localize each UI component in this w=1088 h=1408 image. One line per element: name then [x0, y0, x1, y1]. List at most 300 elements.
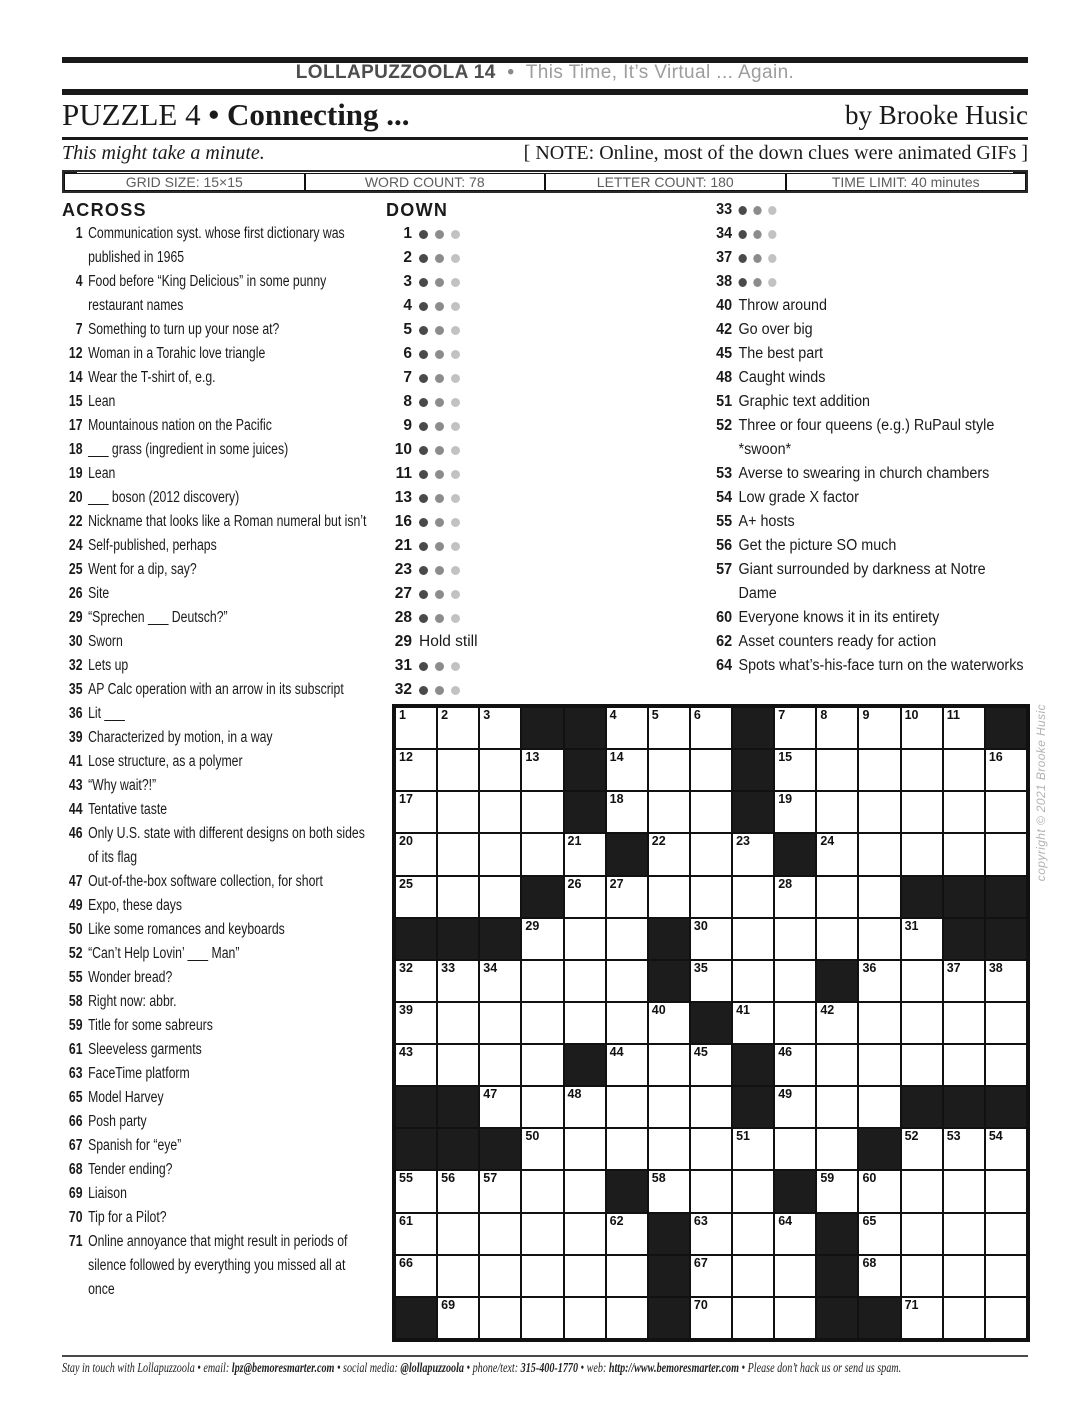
puzzle-title — [62, 97, 410, 133]
clue-number: 65 — [68, 1089, 83, 1106]
clue-text: “Sprechen ___ Deutsch?” — [88, 609, 228, 626]
grid-cell — [606, 1297, 648, 1339]
clue-number: 37 — [716, 249, 733, 266]
clue-number: 1 — [75, 225, 83, 242]
down-clue — [708, 342, 1026, 366]
grid-cell — [479, 876, 521, 918]
grid-cell — [858, 749, 900, 791]
grid-cell — [521, 1128, 563, 1170]
gif-dot — [435, 494, 444, 503]
grid-cell — [564, 1255, 606, 1297]
grid-cell — [690, 1255, 732, 1297]
grid-black-cell — [395, 1128, 437, 1170]
animated-gif-dots — [419, 390, 460, 414]
event-subtitle: This Time, It’s Virtual ... Again. — [525, 62, 795, 83]
gif-dot — [451, 230, 460, 239]
clue-number: 56 — [716, 537, 733, 554]
across-clue — [62, 222, 370, 270]
grid-black-cell — [648, 1297, 690, 1339]
grid-cell — [901, 707, 943, 749]
clue-number: 36 — [68, 705, 83, 722]
across-clue — [62, 774, 370, 798]
across-clue — [62, 558, 370, 582]
gif-dot — [451, 326, 460, 335]
gif-dot — [435, 662, 444, 671]
grid-cell — [943, 749, 985, 791]
clue-number: 35 — [68, 681, 83, 698]
clue-text: Averse to swearing in church chambers — [738, 465, 990, 482]
clue-number: 18 — [68, 441, 83, 458]
grid-cell — [901, 1128, 943, 1170]
grid-cell — [395, 1255, 437, 1297]
across-clue — [62, 726, 370, 750]
clue-text: Go over big — [738, 321, 813, 338]
clue-number: 48 — [716, 369, 733, 386]
animated-gif-dots — [739, 270, 777, 294]
cell-number: 60 — [862, 1171, 877, 1186]
cell-number: 45 — [693, 1045, 708, 1060]
grid-cell — [816, 1128, 858, 1170]
down-clue — [708, 414, 1026, 462]
animated-gif-dots — [419, 222, 460, 246]
cell-number: 2 — [441, 708, 449, 722]
grid-black-cell — [606, 833, 648, 875]
note-row — [62, 142, 1028, 168]
down-clue — [708, 366, 1026, 390]
grid-cell — [690, 707, 732, 749]
gif-dot — [419, 614, 428, 623]
clue-number: 47 — [68, 873, 83, 890]
clue-number: 51 — [716, 393, 733, 410]
gif-dot — [419, 302, 428, 311]
down-clue — [386, 534, 566, 558]
down-clue-list-1 — [386, 222, 566, 702]
grid-cell — [816, 1170, 858, 1212]
grid-cell — [732, 876, 774, 918]
grid-black-cell — [816, 960, 858, 1002]
grid-cell — [943, 833, 985, 875]
grid-cell — [985, 833, 1027, 875]
grid-cell — [564, 1170, 606, 1212]
animated-gif-dots — [419, 246, 460, 270]
gif-dot — [435, 398, 444, 407]
cell-number: 66 — [399, 1255, 413, 1270]
grid-cell — [479, 1086, 521, 1128]
clue-number: 53 — [716, 465, 733, 482]
grid-cell — [858, 1002, 900, 1044]
grid-black-cell — [564, 749, 606, 791]
down-clue — [386, 678, 566, 702]
clue-number: 1 — [403, 225, 412, 242]
across-clue — [62, 1014, 370, 1038]
clue-text: Tip for a Pilot? — [88, 1209, 167, 1226]
grid-cell — [858, 960, 900, 1002]
grid-cell — [816, 1086, 858, 1128]
down-clue-list-2 — [708, 198, 1026, 678]
clue-text: Graphic text addition — [738, 393, 871, 410]
clue-text: Caught winds — [738, 369, 826, 386]
gif-dot — [419, 566, 428, 575]
clue-number: 67 — [68, 1137, 83, 1154]
cell-number: 6 — [693, 708, 701, 722]
footer-text-segment: • phone/text: — [463, 1360, 521, 1375]
grid-cell — [774, 1002, 816, 1044]
grid-black-cell — [774, 1170, 816, 1212]
animated-gif-dots — [419, 366, 460, 390]
copyright-text: copyright © 2021 Brooke Husic — [1034, 704, 1048, 882]
grid-black-cell — [732, 1044, 774, 1086]
down-clue — [386, 630, 566, 654]
grid-cell — [690, 876, 732, 918]
clue-text: A+ hosts — [738, 513, 795, 530]
grid-black-cell — [732, 1086, 774, 1128]
grid-cell — [606, 1128, 648, 1170]
cell-number: 26 — [567, 876, 582, 891]
clue-number: 71 — [68, 1233, 83, 1250]
grid-cell — [858, 1170, 900, 1212]
clue-number: 27 — [394, 585, 412, 602]
grid-cell — [774, 1297, 816, 1339]
clue-text: Three or four queens (e.g.) RuPaul style *swoon* — [738, 417, 995, 458]
clue-text: Model Harvey — [88, 1089, 164, 1106]
gif-dot — [435, 350, 444, 359]
across-column — [62, 198, 377, 1302]
grid-cell — [521, 791, 563, 833]
gif-dot — [451, 302, 460, 311]
animated-gif-dots — [419, 558, 460, 582]
grid-cell — [437, 833, 479, 875]
clue-number: 5 — [403, 321, 412, 338]
gif-dot — [451, 614, 460, 623]
grid-cell — [437, 1213, 479, 1255]
down-clue — [386, 222, 566, 246]
cell-number: 52 — [904, 1129, 919, 1144]
clue-number: 13 — [394, 489, 412, 506]
gif-dot — [451, 662, 460, 671]
down-clue — [386, 510, 566, 534]
across-clue — [62, 894, 370, 918]
info-bar — [62, 170, 1028, 193]
down-clue — [386, 486, 566, 510]
gif-dot — [419, 494, 428, 503]
grid-cell — [648, 1086, 690, 1128]
grid-cell — [521, 1297, 563, 1339]
across-clue — [62, 534, 370, 558]
grid-black-cell — [521, 876, 563, 918]
grid-cell — [437, 749, 479, 791]
info-bar-item: GRID SIZE: 15×15 — [64, 173, 305, 191]
cell-number: 36 — [862, 960, 877, 975]
cell-number: 47 — [483, 1087, 498, 1102]
grid-black-cell — [816, 1255, 858, 1297]
down-clue — [708, 294, 1026, 318]
footer-text — [62, 1360, 1028, 1376]
cell-number: 30 — [693, 918, 708, 933]
across-clue — [62, 702, 370, 726]
grid-cell — [816, 707, 858, 749]
cell-number: 42 — [820, 1002, 835, 1017]
grid-cell — [985, 1297, 1027, 1339]
grid-cell — [564, 918, 606, 960]
clue-text: Sleeveless garments — [88, 1041, 202, 1058]
grid-cell — [521, 1170, 563, 1212]
animated-gif-dots — [419, 294, 460, 318]
grid-black-cell — [985, 876, 1027, 918]
grid-cell — [564, 1002, 606, 1044]
clue-number: 57 — [716, 561, 733, 578]
grid-cell — [690, 1170, 732, 1212]
grid-black-cell — [606, 1170, 648, 1212]
grid-black-cell — [943, 876, 985, 918]
down-clue — [708, 222, 1026, 246]
across-clue — [62, 1134, 370, 1158]
clue-number: 29 — [68, 609, 83, 626]
clue-text: Characterized by motion, in a way — [88, 729, 273, 746]
clue-text: Title for some sabreurs — [88, 1017, 213, 1034]
clue-text: Right now: abbr. — [88, 993, 177, 1010]
grid-cell — [648, 1044, 690, 1086]
title-rule — [62, 137, 1028, 140]
grid-cell — [479, 749, 521, 791]
grid-black-cell — [943, 1086, 985, 1128]
across-clue — [62, 870, 370, 894]
grid-cell — [774, 707, 816, 749]
down-clue — [386, 654, 566, 678]
grid-cell — [690, 960, 732, 1002]
event-separator: • — [507, 62, 515, 83]
across-clue — [62, 1230, 370, 1302]
cell-number: 41 — [736, 1002, 750, 1017]
grid-cell — [858, 707, 900, 749]
clue-number: 23 — [394, 561, 412, 578]
clue-number: 70 — [68, 1209, 83, 1226]
clue-text: Tentative taste — [88, 801, 168, 818]
cell-number: 20 — [399, 834, 413, 849]
across-clue — [62, 798, 370, 822]
clue-text: Out-of-the-box software collection, for short — [88, 873, 323, 890]
clue-number: 15 — [68, 393, 83, 410]
down-clue — [386, 414, 566, 438]
cell-number: 15 — [778, 750, 793, 765]
clue-text: Sworn — [88, 633, 123, 650]
gif-dot — [435, 326, 444, 335]
cell-number: 71 — [904, 1297, 919, 1312]
animated-gif-dots — [739, 222, 777, 246]
cell-number: 44 — [609, 1045, 624, 1060]
cell-number: 69 — [441, 1297, 456, 1312]
gif-dot — [768, 278, 776, 287]
grid-cell — [606, 1255, 648, 1297]
clue-text: Spanish for “eye” — [88, 1137, 182, 1154]
grid-cell — [606, 707, 648, 749]
clue-text: FaceTime platform — [88, 1065, 190, 1082]
clue-number: 59 — [68, 1017, 83, 1034]
grid-cell — [985, 749, 1027, 791]
grid-cell — [437, 1170, 479, 1212]
footer-contact-value: lpz@bemoresmarter.com — [231, 1360, 335, 1375]
gif-dot — [768, 254, 776, 263]
gif-dot — [451, 398, 460, 407]
clue-text: ___ grass (ingredient in some juices) — [88, 441, 289, 458]
grid-black-cell — [479, 1128, 521, 1170]
grid-black-cell — [395, 1297, 437, 1339]
grid-cell — [437, 1297, 479, 1339]
gif-dot — [419, 254, 428, 263]
grid-cell — [943, 960, 985, 1002]
down-clue — [386, 246, 566, 270]
grid-cell — [395, 1044, 437, 1086]
footer-text-segment: • Please don’t hack us or send us spam. — [738, 1360, 902, 1375]
cell-number: 43 — [399, 1045, 413, 1060]
grid-cell — [479, 1213, 521, 1255]
grid-black-cell — [437, 918, 479, 960]
clue-number: 68 — [68, 1161, 83, 1178]
grid-cell — [732, 1170, 774, 1212]
cell-number: 50 — [525, 1129, 540, 1144]
grid-black-cell — [816, 1213, 858, 1255]
down-clue — [386, 582, 566, 606]
gif-dot — [739, 230, 747, 239]
grid-cell — [479, 960, 521, 1002]
clue-text: Went for a dip, say? — [88, 561, 197, 578]
grid-cell — [816, 833, 858, 875]
clue-number: 3 — [403, 273, 412, 290]
cell-number: 29 — [525, 918, 540, 933]
grid-cell — [606, 876, 648, 918]
grid-cell — [943, 1255, 985, 1297]
grid-cell — [858, 1255, 900, 1297]
down-clue — [708, 198, 1026, 222]
grid-cell — [858, 791, 900, 833]
cell-number: 49 — [778, 1087, 793, 1102]
clue-text: Tender ending? — [88, 1161, 173, 1178]
clue-text: Like some romances and keyboards — [88, 921, 285, 938]
grid-cell — [985, 1044, 1027, 1086]
grid-black-cell — [858, 1128, 900, 1170]
grid-cell — [690, 1128, 732, 1170]
down-clue — [708, 534, 1026, 558]
down-clue — [386, 606, 566, 630]
gif-dot — [419, 230, 428, 239]
grid-cell — [732, 918, 774, 960]
clue-text: Lose structure, as a polymer — [88, 753, 243, 770]
grid-cell — [521, 918, 563, 960]
cell-number: 24 — [820, 834, 835, 849]
clue-number: 16 — [394, 513, 412, 530]
clue-number: 46 — [68, 825, 83, 842]
grid-cell — [690, 1297, 732, 1339]
gif-dot — [451, 686, 460, 695]
clue-number: 34 — [716, 225, 733, 242]
gif-dot — [435, 302, 444, 311]
grid-cell — [774, 960, 816, 1002]
across-clue — [62, 510, 370, 534]
grid-black-cell — [690, 1002, 732, 1044]
clue-text: Asset counters ready for action — [738, 633, 937, 650]
animated-gif-dots — [419, 510, 460, 534]
clue-number: 7 — [75, 321, 83, 338]
animated-gif-dots — [419, 318, 460, 342]
gif-dot — [419, 398, 428, 407]
across-clue — [62, 1206, 370, 1230]
grid-black-cell — [732, 749, 774, 791]
grid-cell — [901, 833, 943, 875]
gif-dot — [419, 374, 428, 383]
cell-number: 22 — [651, 834, 666, 849]
across-clue — [62, 1038, 370, 1062]
event-header — [62, 62, 1028, 84]
info-bar-item: TIME LIMIT: 40 minutes — [786, 173, 1027, 191]
gif-dot — [451, 350, 460, 359]
grid-cell — [437, 1044, 479, 1086]
clue-number: 33 — [716, 201, 733, 218]
clue-number: 19 — [68, 465, 83, 482]
clue-text: “Why wait?!” — [88, 777, 157, 794]
clue-number: 4 — [75, 273, 83, 290]
grid-cell — [732, 833, 774, 875]
clue-text: Get the picture SO much — [738, 537, 897, 554]
clue-text: Only U.S. state with different designs on both sides of its flag — [88, 825, 365, 866]
grid-cell — [901, 1002, 943, 1044]
clue-number: 43 — [68, 777, 83, 794]
grid-cell — [521, 833, 563, 875]
clue-number: 58 — [68, 993, 83, 1010]
down-clue — [386, 342, 566, 366]
puzzle-number: PUZZLE 4 — [62, 97, 209, 132]
animated-gif-dots — [419, 582, 460, 606]
animated-gif-dots — [419, 270, 460, 294]
across-clue — [62, 1062, 370, 1086]
grid-cell — [564, 1128, 606, 1170]
clue-text: Wear the T-shirt of, e.g. — [88, 369, 216, 386]
grid-cell — [648, 1128, 690, 1170]
gif-dot — [435, 254, 444, 263]
grid-cell — [816, 876, 858, 918]
animated-gif-dots — [419, 414, 460, 438]
grid-cell — [985, 1255, 1027, 1297]
down-clue — [708, 606, 1026, 630]
animated-gif-dots — [419, 486, 460, 510]
down-clue — [708, 654, 1026, 678]
grid-cell — [395, 960, 437, 1002]
grid-cell — [901, 749, 943, 791]
cell-number: 55 — [399, 1171, 413, 1186]
clue-text: Lean — [88, 393, 116, 410]
gif-dot — [739, 278, 747, 287]
gif-dot — [419, 542, 428, 551]
gif-dot — [739, 254, 747, 263]
clue-number: 55 — [68, 969, 83, 986]
clue-number: 30 — [68, 633, 83, 650]
grid-cell — [648, 791, 690, 833]
grid-cell — [606, 791, 648, 833]
cell-number: 61 — [399, 1213, 413, 1228]
clue-number: 4 — [403, 297, 412, 314]
cell-number: 11 — [946, 708, 960, 722]
clue-text: Lit ___ — [88, 705, 125, 722]
cell-number: 33 — [441, 960, 456, 975]
clue-text: Everyone knows it in its entirety — [738, 609, 940, 626]
grid-cell — [774, 749, 816, 791]
clue-number: 14 — [68, 369, 83, 386]
gif-dot — [451, 278, 460, 287]
grid-cell — [774, 1213, 816, 1255]
cell-number: 31 — [904, 918, 919, 933]
grid-black-cell — [816, 1297, 858, 1339]
grid-cell — [521, 749, 563, 791]
grid-cell — [901, 918, 943, 960]
grid-black-cell — [479, 918, 521, 960]
